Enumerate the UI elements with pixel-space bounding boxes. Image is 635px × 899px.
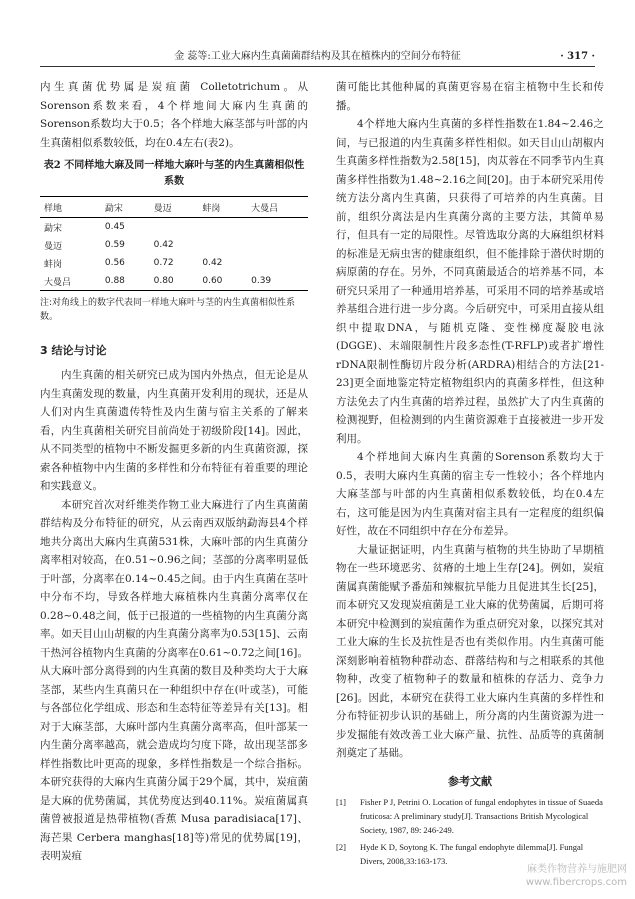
table-cell: 蚌岗	[44, 259, 63, 270]
reference-text: Fisher P J, Petrini O. Location of fungal endophytes in tissue of Suaeda fruticosa: A preliminary study[J]. Transactions British Mycological Society, 1987, 89: 246-249.	[360, 796, 603, 835]
table-cell: 0.60	[198, 272, 247, 291]
table-cell: 大曼吕	[40, 272, 101, 291]
page-number: · 317 ·	[560, 51, 595, 62]
paragraph: 大量证据证明，内生真菌与植物的共生协助了早期植物在一些环境恶劣、贫瘠的土地上生存[24]。例如，炭疽菌属真菌能赋予番茄和辣椒抗旱能力且促进其生长[25]，而本研究又发现炭疽菌是工业大麻的优势菌属，后期可将本研究中检测到的炭疽菌作为重点研究对象，以探究其对工业大麻的生长及抗性是否也有类似作用。内生真菌可能深刻影响着植物种群动态、群落结构和与之相联系的其他物种，改变了植物种子的数量和植株的存活力、竞争力[26]。因此，本研究在获得工业大麻内生真菌的多样性和分布特征初步认识的基础上，所分离的内生菌资源为进一步发掘能有效改善工业大麻产量、抗性、品质等的真菌制剂奠定了基础。	[336, 543, 604, 759]
table-cell: 0.72	[153, 258, 174, 268]
col-header: 大曼吕	[247, 197, 308, 218]
table-cell: 0.88	[101, 272, 150, 291]
paragraph-top: 内生真菌优势属是炭疽菌 Colletotrichum。从Sorenson系数来看，4个样地间大麻内生真菌的Sorenson系数均大于0.5；各个样地大麻茎部与叶部的内生真菌相似系数较低，均在0.4左右(表2)。	[40, 81, 308, 149]
table-cell: 0.42	[202, 258, 223, 268]
table-cell: 曼迈	[44, 241, 63, 252]
references-heading: 参考文献	[448, 774, 492, 788]
col-header: 样地	[40, 197, 101, 218]
table-cell	[198, 218, 247, 237]
paragraph: 内生真菌的相关研究已成为国内外热点，但无论是从内生真菌发现的数量，内生真菌开发利用的现状，还是从人们对内生真菌遗传特性及内生菌与宿主关系的了解来看，内生真菌相关研究目前尚处于初级阶段[14]。因此，从不同类型的植物中不断发掘更多新的内生真菌资源，探索各种植物中内生菌的多样性和分布特征有着重要的理论和实践意义。	[40, 369, 308, 492]
col-header: 勐宋	[101, 197, 150, 218]
reference-number: [2]	[336, 841, 346, 852]
table-row	[40, 254, 308, 272]
running-header	[40, 50, 595, 67]
table-caption: 表2 不同样地大麻及同一样地大麻叶与茎的内生真菌相似性系数	[43, 160, 305, 187]
table-cell: 0.45	[104, 222, 125, 232]
col-header: 曼迈	[150, 197, 199, 218]
table-cell: 0.42	[153, 240, 174, 250]
paragraph: 菌可能比其他种属的真菌更容易在宿主植物中生长和传播。	[336, 81, 604, 112]
table-cell	[198, 236, 247, 254]
table-cell: 勐宋	[44, 223, 63, 234]
section-heading: 3 结论与讨论	[40, 344, 107, 357]
table-cell	[150, 218, 199, 237]
reference-number: [1]	[336, 796, 346, 807]
left-column	[40, 78, 308, 866]
similarity-table	[40, 196, 308, 291]
paragraph: 4个样地间大麻内生真菌的Sorenson系数均大于0.5，表明大麻内生真菌的宿主专一性较小；各个样地内大麻茎部与叶部的内生真菌相似系数较低，均在0.4左右，这可能是因为内生真菌对宿主具有一定程度的组织偏好性，故在不同组织中存在分布差异。	[336, 451, 604, 537]
table-header-row	[40, 197, 308, 218]
table-cell: 0.56	[104, 258, 125, 268]
table-row	[40, 236, 308, 254]
running-title: 金 蕊等:工业大麻内生真菌菌群结构及其在植株内的空间分布特征	[174, 51, 461, 62]
table-cell	[247, 254, 308, 272]
right-column	[336, 78, 604, 871]
reference-item	[336, 795, 604, 837]
col-header: 蚌岗	[198, 197, 247, 218]
table-cell	[247, 236, 308, 254]
table-row	[40, 218, 308, 237]
table-cell: 0.59	[104, 240, 125, 250]
watermark-url: www.fibercrops.com	[525, 877, 627, 888]
watermark	[526, 863, 627, 889]
reference-text: Hyde K D, Soytong K. The fungal endophyte dilemma[J]. Fungal Divers, 2008,33:163-173.	[360, 841, 584, 866]
watermark-line: 麻类作物营养与施肥网	[527, 864, 627, 875]
table-cell	[247, 218, 308, 237]
paragraph: 本研究首次对纤维类作物工业大麻进行了内生真菌菌群结构及分布特征的研究，从云南西双版纳勐海县4个样地共分离出大麻内生真菌531株，大麻叶部的内生真菌分离率相对较高，在0.51~0.96之间；茎部的分离率明显低于叶部，分离率在0.14~0.45之间。由于内生真菌在茎叶中分布不均，导致各样地大麻植株内生真菌分离率仅在0.28~0.48之间，低于已报道的一些植物的内生真菌分离率。如天目山山胡椒的内生真菌分离率为0.53[15]、云南干热河谷植物内生真菌的分离率在0.61~0.72之间[16]。从大麻叶部分离得到的内生真菌的数目及种类均大于大麻茎部，某些内生真菌只在一种组织中存在(叶或茎)，可能与各部位化学组成、形态和生态特征等差异有关[13]。相对于大麻茎部，大麻叶部内生真菌分离率高，但叶部某一内生菌分离率越高，就会造成均匀度下降，故出现茎部多样性指数比叶更高的现象，多样性指数是一个综合指标。本研究获得的大麻内生真菌分属于29个属，其中，炭疽菌是大麻的优势菌属，其优势度达到40.11%。炭疽菌属真菌曾被报道是热带植物(香蕉 Musa paradisiaca[17]、海芒果 Cerbera manghas[18]等)常见的优势属[19]，表明炭疽	[40, 498, 308, 862]
paragraph: 4个样地大麻内生真菌的多样性指数在1.84~2.46之间，与已报道的内生真菌多样性相似。如天目山山胡椒内生真菌多样性指数为2.58[15]，肉苁蓉在不同季节内生真菌多样性指数为1.48~2.16之间[20]。由于本研究采用传统方法分离内生真菌，只获得了可培养的内生真菌。目前，组织分离法是内生真菌分离的主要方法，其简单易行，但具有一定的局限性。尽管选取分离的大麻组织材料的标准是无病虫害的健康组织，但不能排除于潜伏时期的病原菌的存在。另外，不同真菌最适合的培养基不同，本研究只采用了一种通用培养基，可采用不同的培养基或培养基组合进行进一步分离。今后研究中，可采用直接从组织中提取DNA，与随机克隆、变性梯度凝胶电泳(DGGE)、末端限制性片段多态性(T-RFLP)或者扩增性rDNA限制性酶切片段分析(ARDRA)相结合的方法[21-23]更全面地鉴定特定植物组织内的真菌多样性，但这种方法免去了内生真菌的培养过程，虽然扩大了内生真菌的检测视野，但检测到的内生菌资源难于直接被进一步开发利用。	[336, 118, 604, 445]
table-cell: 0.39	[247, 272, 308, 291]
table-cell: 0.80	[150, 272, 199, 291]
table-note: 注:对角线上的数字代表同一样地大麻叶与茎的内生真菌相似性系数。	[40, 298, 296, 322]
table-row	[40, 272, 308, 291]
